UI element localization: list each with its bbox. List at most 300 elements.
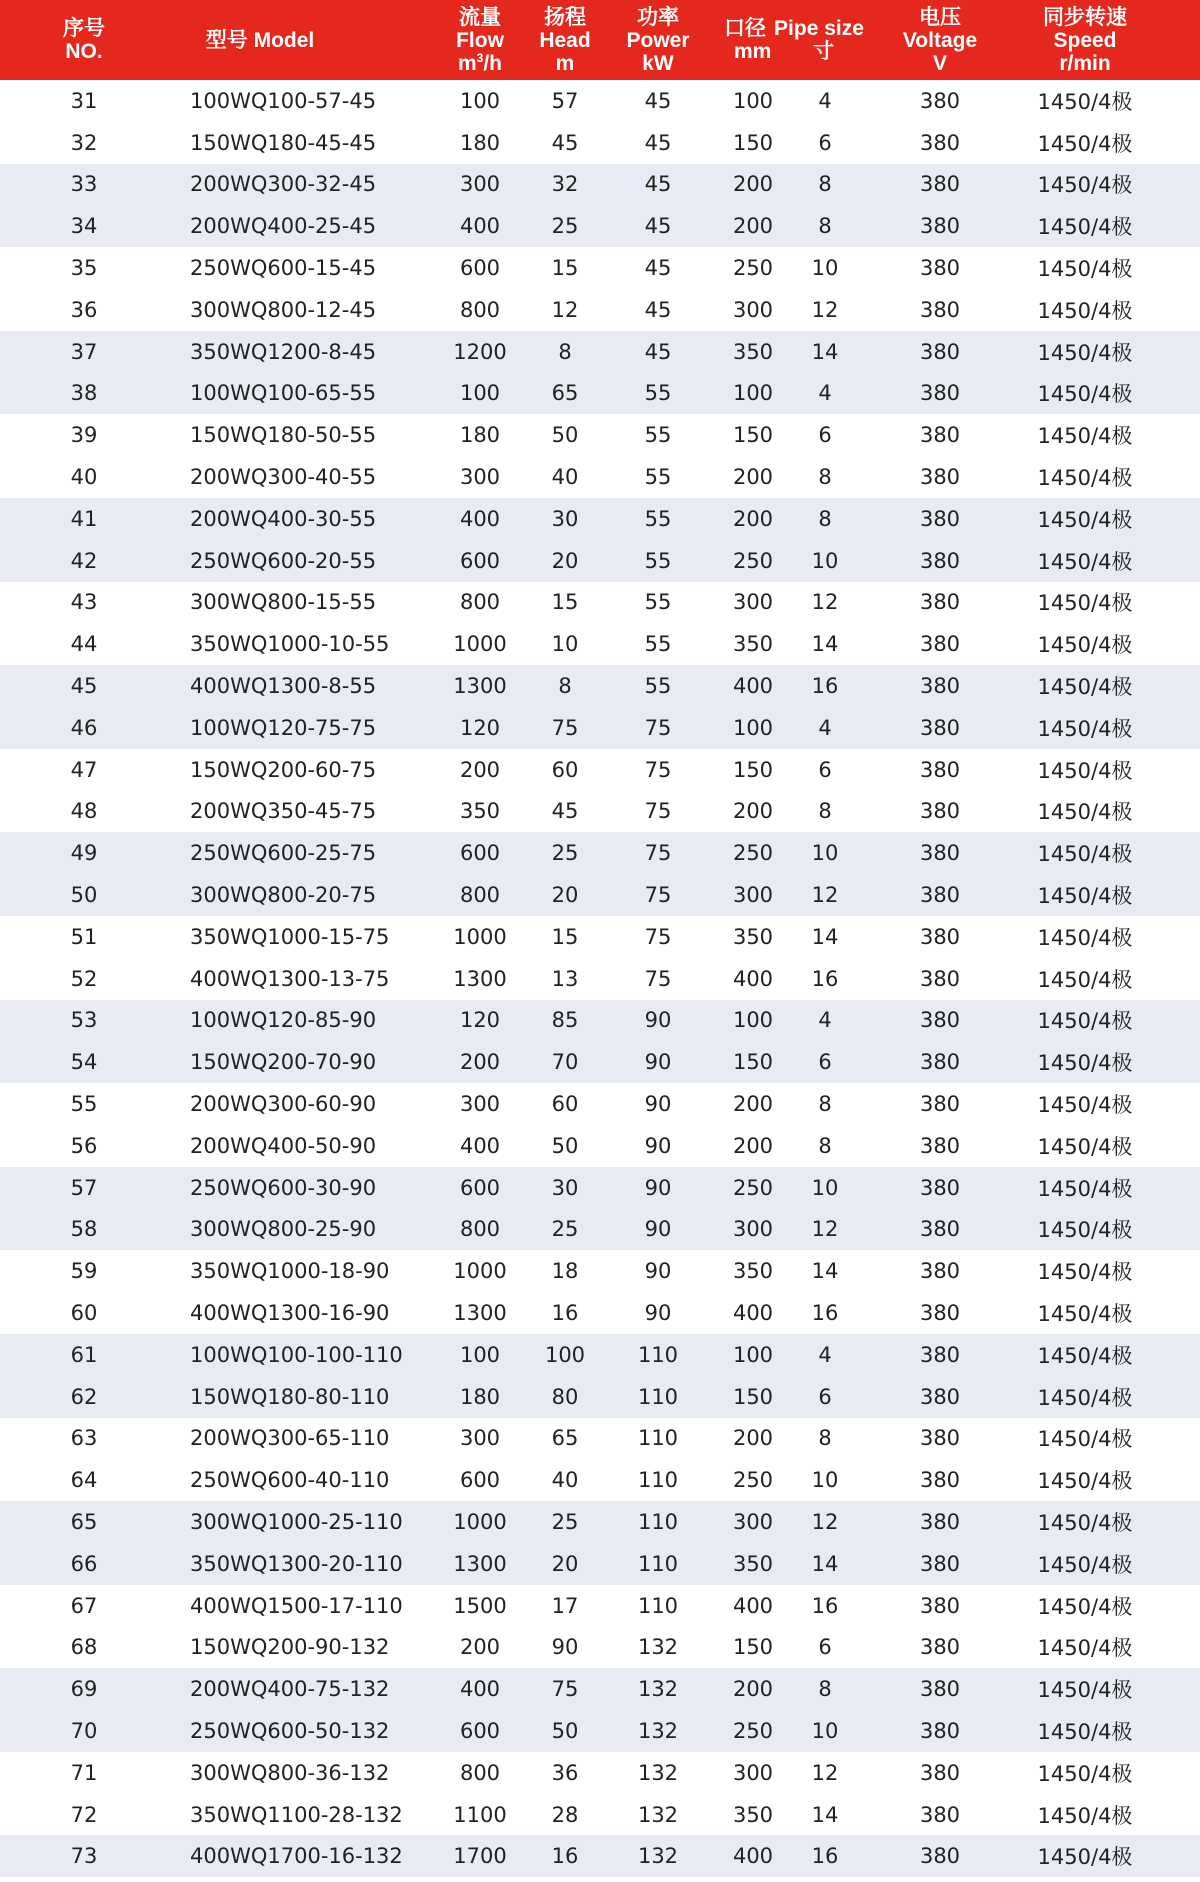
cell-pipe-mm: 200 (732, 1092, 774, 1117)
cell-flow: 180 (459, 423, 501, 448)
cell-head: 17 (551, 1593, 579, 1618)
cell-model: 200WQ400-50-90 (190, 1133, 377, 1158)
cell-voltage: 380 (919, 1301, 961, 1325)
table-row (0, 832, 1200, 874)
cell-power: 90 (644, 1050, 672, 1075)
cell-model: 100WQ120-85-90 (190, 1008, 377, 1033)
cell-head: 100 (544, 1342, 586, 1367)
cell-pipe-inch: 8 (818, 1426, 832, 1451)
table-row (0, 1626, 1200, 1668)
cell-pipe-mm: 300 (732, 297, 774, 322)
header-head (515, 0, 615, 80)
cell-flow: 600 (459, 841, 501, 866)
header-pipe-mm: mm (734, 40, 772, 63)
cell-model: 300WQ800-25-90 (190, 1217, 377, 1242)
cell-voltage: 380 (919, 1593, 961, 1618)
cell-power: 75 (644, 757, 672, 782)
cell-model: 100WQ100-100-110 (190, 1342, 403, 1367)
cell-no: 38 (70, 381, 98, 406)
cell-flow: 600 (459, 1468, 501, 1493)
cell-speed: 1450/4极 (1037, 1803, 1133, 1828)
cell-model: 150WQ180-80-110 (190, 1384, 390, 1409)
cell-voltage: 380 (919, 1468, 961, 1493)
cell-pipe-inch: 8 (818, 1092, 832, 1117)
cell-voltage: 380 (919, 1844, 961, 1869)
cell-model: 250WQ600-20-55 (190, 548, 377, 573)
cell-head: 50 (551, 423, 579, 448)
cell-flow: 350 (459, 799, 501, 824)
cell-pipe-inch: 4 (818, 1008, 832, 1033)
cell-pipe-mm: 350 (732, 339, 774, 364)
cell-pipe-mm: 150 (732, 1050, 774, 1075)
cell-speed: 1450/4极 (1037, 257, 1133, 282)
header-pipe-cn: 口径 (724, 17, 767, 40)
cell-no: 59 (70, 1259, 98, 1284)
table-row (0, 1459, 1200, 1501)
cell-no: 44 (70, 632, 98, 657)
cell-speed: 1450/4极 (1037, 1302, 1133, 1326)
cell-model: 400WQ1300-16-90 (190, 1301, 390, 1325)
cell-head: 8 (558, 339, 572, 364)
header-head-en: Head (539, 28, 591, 52)
cell-speed: 1450/4极 (1037, 131, 1133, 156)
cell-head: 16 (551, 1301, 579, 1325)
cell-speed: 1450/4极 (1037, 1636, 1133, 1661)
cell-no: 65 (70, 1509, 98, 1534)
cell-voltage: 380 (919, 1092, 961, 1117)
cell-speed: 1450/4极 (1037, 549, 1133, 574)
cell-head: 80 (551, 1384, 579, 1409)
cell-speed: 1450/4极 (1037, 884, 1133, 909)
cell-power: 45 (644, 256, 672, 281)
cell-power: 75 (644, 924, 672, 949)
cell-pipe-inch: 12 (811, 883, 839, 908)
cell-voltage: 380 (919, 1050, 961, 1075)
cell-head: 15 (551, 256, 579, 281)
cell-flow: 300 (459, 172, 501, 197)
cell-pipe-inch: 8 (818, 1677, 832, 1702)
table-row (0, 791, 1200, 833)
cell-pipe-mm: 200 (732, 465, 774, 490)
cell-flow: 1000 (453, 924, 507, 949)
cell-pipe-mm: 400 (732, 1593, 774, 1618)
cell-pipe-mm: 150 (732, 757, 774, 782)
table-row (0, 916, 1200, 958)
cell-head: 30 (551, 1175, 579, 1200)
header-flow-unit: $m^3/h$ (457, 50, 503, 75)
cell-voltage: 380 (919, 590, 961, 615)
cell-pipe-inch: 16 (811, 1593, 839, 1618)
cell-no: 66 (70, 1551, 98, 1576)
cell-head: 12 (551, 297, 579, 322)
table-row (0, 1501, 1200, 1543)
cell-speed: 1450/4极 (1037, 1427, 1133, 1452)
header-power-cn: 功率 (637, 5, 679, 29)
cell-voltage: 380 (919, 757, 961, 782)
header-voltage-unit: V (932, 51, 947, 75)
cell-head: 40 (551, 465, 579, 490)
cell-model: 350WQ1000-15-75 (190, 924, 390, 949)
cell-power: 45 (644, 88, 672, 113)
cell-flow: 200 (459, 1050, 501, 1075)
cell-speed: 1450/4极 (1037, 1594, 1133, 1619)
cell-power: 55 (644, 632, 672, 657)
cell-pipe-mm: 300 (732, 1217, 774, 1242)
cell-power: 45 (644, 339, 672, 364)
cell-pipe-mm: 250 (732, 841, 774, 866)
table-row (0, 1000, 1200, 1042)
cell-power: 55 (644, 548, 672, 573)
cell-no: 34 (70, 214, 98, 239)
cell-flow: 1000 (453, 1259, 507, 1284)
cell-flow: 200 (459, 1635, 501, 1660)
cell-power: 132 (637, 1802, 679, 1827)
cell-speed: 1450/4极 (1037, 1009, 1133, 1034)
cell-model: 350WQ1000-10-55 (190, 632, 390, 657)
cell-pipe-inch: 10 (811, 1468, 839, 1493)
cell-model: 400WQ1500-17-110 (190, 1593, 403, 1618)
table-row (0, 707, 1200, 749)
cell-flow: 600 (459, 1718, 501, 1743)
cell-power: 110 (637, 1551, 679, 1576)
table-row (0, 122, 1200, 164)
header-pipe-inch: 寸 (813, 40, 834, 63)
cell-pipe-inch: 12 (811, 297, 839, 322)
cell-power: 55 (644, 381, 672, 406)
cell-no: 62 (70, 1384, 98, 1409)
cell-voltage: 380 (919, 88, 961, 113)
cell-voltage: 380 (919, 1551, 961, 1576)
cell-no: 33 (70, 172, 98, 197)
cell-voltage: 380 (919, 1217, 961, 1242)
cell-voltage: 380 (919, 1384, 961, 1409)
cell-speed: 1450/4极 (1037, 633, 1133, 658)
cell-pipe-inch: 14 (811, 1259, 839, 1284)
cell-voltage: 380 (919, 256, 961, 281)
cell-speed: 1450/4极 (1037, 1845, 1133, 1870)
cell-voltage: 380 (919, 172, 961, 197)
cell-pipe-inch: 8 (818, 799, 832, 824)
cell-power: 55 (644, 465, 672, 490)
cell-flow: 800 (459, 297, 501, 322)
cell-power: 110 (637, 1426, 679, 1451)
cell-model: 200WQ300-65-110 (190, 1426, 390, 1451)
cell-head: 13 (551, 966, 579, 991)
cell-pipe-mm: 200 (732, 172, 774, 197)
cell-speed: 1450/4极 (1037, 967, 1133, 992)
cell-no: 42 (70, 548, 98, 573)
cell-speed: 1450/4极 (1037, 298, 1133, 323)
table-row (0, 874, 1200, 916)
cell-head: 25 (551, 841, 579, 866)
cell-pipe-mm: 150 (732, 1635, 774, 1660)
cell-pipe-inch: 4 (818, 715, 832, 740)
cell-model: 200WQ300-40-55 (190, 465, 377, 490)
table-row (0, 1250, 1200, 1292)
cell-power: 90 (644, 1175, 672, 1200)
cell-voltage: 380 (919, 1133, 961, 1158)
cell-model: 150WQ180-45-45 (190, 130, 377, 155)
cell-pipe-inch: 6 (818, 130, 832, 155)
cell-pipe-inch: 12 (811, 1217, 839, 1242)
cell-head: 16 (551, 1844, 579, 1869)
cell-head: 20 (551, 548, 579, 573)
table-row (0, 1585, 1200, 1627)
cell-head: 18 (551, 1259, 579, 1284)
cell-no: 41 (70, 506, 98, 531)
cell-pipe-mm: 350 (732, 1551, 774, 1576)
cell-power: 132 (637, 1718, 679, 1743)
header-pipe-size (724, 0, 864, 80)
cell-no: 51 (70, 924, 98, 949)
cell-no: 53 (70, 1008, 98, 1033)
cell-pipe-inch: 10 (811, 256, 839, 281)
cell-pipe-inch: 14 (811, 1551, 839, 1576)
cell-no: 73 (70, 1844, 98, 1869)
cell-power: 110 (637, 1384, 679, 1409)
header-power-en: Power (626, 28, 690, 52)
cell-model: 200WQ350-45-75 (190, 799, 377, 824)
cell-head: 36 (551, 1760, 579, 1785)
cell-pipe-inch: 16 (811, 966, 839, 991)
header-no-en: NO. (65, 40, 103, 63)
cell-no: 64 (70, 1468, 98, 1493)
cell-flow: 180 (459, 1384, 501, 1409)
cell-model: 350WQ1100-28-132 (190, 1802, 403, 1827)
cell-head: 65 (551, 381, 579, 406)
cell-model: 400WQ1300-13-75 (190, 966, 390, 991)
table-row (0, 958, 1200, 1000)
header-voltage-cn: 电压 (919, 5, 961, 29)
cell-voltage: 380 (919, 130, 961, 155)
cell-voltage: 380 (919, 841, 961, 866)
cell-flow: 1000 (453, 632, 507, 657)
cell-power: 55 (644, 674, 672, 699)
cell-head: 20 (551, 883, 579, 908)
table-row (0, 1710, 1200, 1752)
cell-pipe-mm: 200 (732, 506, 774, 531)
cell-speed: 1450/4极 (1037, 591, 1133, 616)
table-row (0, 331, 1200, 373)
cell-pipe-mm: 150 (732, 130, 774, 155)
table-row (0, 582, 1200, 624)
cell-head: 45 (551, 130, 579, 155)
cell-flow: 100 (459, 88, 501, 113)
cell-speed: 1450/4极 (1037, 382, 1133, 407)
cell-pipe-mm: 350 (732, 924, 774, 949)
cell-power: 55 (644, 590, 672, 615)
cell-pipe-inch: 14 (811, 339, 839, 364)
cell-no: 43 (70, 590, 98, 615)
table-row (0, 1209, 1200, 1251)
cell-head: 28 (551, 1802, 579, 1827)
header-voltage-en: Voltage (902, 28, 978, 52)
cell-speed: 1450/4极 (1037, 842, 1133, 867)
cell-voltage: 380 (919, 339, 961, 364)
cell-power: 132 (637, 1844, 679, 1869)
cell-no: 54 (70, 1050, 98, 1075)
cell-flow: 120 (459, 1008, 501, 1033)
cell-voltage: 380 (919, 1802, 961, 1827)
cell-pipe-inch: 14 (811, 924, 839, 949)
cell-power: 75 (644, 966, 672, 991)
cell-power: 110 (637, 1468, 679, 1493)
cell-power: 110 (637, 1509, 679, 1534)
table-row (0, 1125, 1200, 1167)
cell-head: 90 (551, 1635, 579, 1660)
cell-pipe-mm: 250 (732, 548, 774, 573)
cell-model: 350WQ1200-8-45 (190, 339, 377, 364)
cell-voltage: 380 (919, 883, 961, 908)
cell-model: 300WQ800-20-75 (190, 883, 377, 908)
cell-pipe-inch: 6 (818, 757, 832, 782)
cell-speed: 1450/4极 (1037, 800, 1133, 825)
cell-model: 250WQ600-50-132 (190, 1718, 390, 1743)
cell-flow: 800 (459, 883, 501, 908)
cell-flow: 400 (459, 506, 501, 531)
cell-voltage: 380 (919, 506, 961, 531)
cell-no: 55 (70, 1092, 98, 1117)
cell-model: 100WQ100-65-55 (190, 381, 377, 406)
cell-model: 150WQ200-90-132 (190, 1635, 390, 1660)
cell-flow: 120 (459, 715, 501, 740)
cell-voltage: 380 (919, 1342, 961, 1367)
cell-pipe-inch: 10 (811, 1718, 839, 1743)
cell-pipe-mm: 100 (732, 1342, 774, 1367)
cell-voltage: 380 (919, 1718, 961, 1743)
cell-model: 200WQ300-32-45 (190, 172, 377, 197)
table-row (0, 289, 1200, 331)
header-speed (1015, 0, 1155, 80)
cell-pipe-inch: 14 (811, 1802, 839, 1827)
cell-no: 52 (70, 966, 98, 991)
cell-no: 35 (70, 256, 98, 281)
cell-head: 50 (551, 1718, 579, 1743)
cell-voltage: 380 (919, 423, 961, 448)
cell-head: 32 (551, 172, 579, 197)
cell-pipe-mm: 150 (732, 423, 774, 448)
cell-flow: 1300 (453, 1301, 507, 1325)
cell-model: 300WQ1000-25-110 (190, 1509, 403, 1534)
cell-speed: 1450/4极 (1037, 1510, 1133, 1535)
header-voltage (880, 0, 1000, 80)
table-row (0, 205, 1200, 247)
cell-pipe-inch: 4 (818, 381, 832, 406)
table-row (0, 1668, 1200, 1710)
cell-head: 60 (551, 1092, 579, 1117)
table-row (0, 1334, 1200, 1376)
table-row (0, 1376, 1200, 1418)
cell-head: 85 (551, 1008, 579, 1033)
table-row (0, 80, 1200, 122)
cell-model: 150WQ200-70-90 (190, 1050, 377, 1075)
cell-power: 132 (637, 1760, 679, 1785)
cell-flow: 1000 (453, 1509, 507, 1534)
cell-model: 200WQ300-60-90 (190, 1092, 377, 1117)
cell-pipe-inch: 6 (818, 1635, 832, 1660)
cell-head: 8 (558, 674, 572, 699)
cell-pipe-mm: 250 (732, 256, 774, 281)
cell-flow: 300 (459, 1426, 501, 1451)
cell-flow: 1200 (453, 339, 507, 364)
cell-pipe-mm: 100 (732, 1008, 774, 1033)
cell-speed: 1450/4极 (1037, 1552, 1133, 1577)
cell-pipe-mm: 400 (732, 674, 774, 699)
cell-flow: 800 (459, 1217, 501, 1242)
cell-no: 45 (70, 674, 98, 699)
cell-power: 132 (637, 1677, 679, 1702)
cell-power: 45 (644, 214, 672, 239)
cell-head: 57 (551, 88, 579, 113)
cell-speed: 1450/4极 (1037, 507, 1133, 532)
cell-pipe-mm: 100 (732, 381, 774, 406)
cell-model: 100WQ100-57-45 (190, 88, 377, 113)
cell-voltage: 380 (919, 1426, 961, 1451)
cell-no: 50 (70, 883, 98, 908)
cell-head: 25 (551, 1217, 579, 1242)
cell-speed: 1450/4极 (1037, 1218, 1133, 1243)
cell-no: 69 (70, 1677, 98, 1702)
cell-speed: 1450/4极 (1037, 1260, 1133, 1285)
cell-power: 90 (644, 1092, 672, 1117)
table-row (0, 1794, 1200, 1836)
cell-voltage: 380 (919, 924, 961, 949)
cell-voltage: 380 (919, 214, 961, 239)
table-row (0, 414, 1200, 456)
cell-speed: 1450/4极 (1037, 1678, 1133, 1703)
cell-no: 61 (70, 1342, 98, 1367)
table-row (0, 1167, 1200, 1209)
cell-speed: 1450/4极 (1037, 1093, 1133, 1118)
cell-pipe-mm: 150 (732, 1384, 774, 1409)
cell-speed: 1450/4极 (1037, 1343, 1133, 1368)
cell-model: 250WQ600-30-90 (190, 1175, 377, 1200)
cell-pipe-mm: 400 (732, 1844, 774, 1869)
cell-head: 60 (551, 757, 579, 782)
cell-no: 37 (70, 339, 98, 364)
cell-pipe-mm: 300 (732, 1760, 774, 1785)
header-model-label: 型号 Model (205, 28, 315, 52)
cell-head: 20 (551, 1551, 579, 1576)
cell-speed: 1450/4极 (1037, 1051, 1133, 1076)
cell-pipe-inch: 8 (818, 1133, 832, 1158)
cell-model: 250WQ600-40-110 (190, 1468, 390, 1493)
cell-pipe-mm: 100 (732, 715, 774, 740)
cell-speed: 1450/4极 (1037, 173, 1133, 198)
header-model (170, 0, 350, 80)
cell-flow: 600 (459, 256, 501, 281)
cell-pipe-mm: 200 (732, 1133, 774, 1158)
cell-flow: 800 (459, 1760, 501, 1785)
cell-head: 75 (551, 1677, 579, 1702)
header-speed-unit: r/min (1059, 51, 1111, 75)
cell-flow: 1300 (453, 966, 507, 991)
cell-no: 56 (70, 1133, 98, 1158)
cell-power: 110 (637, 1342, 679, 1367)
cell-speed: 1450/4极 (1037, 340, 1133, 365)
cell-flow: 400 (459, 1677, 501, 1702)
table-row (0, 164, 1200, 206)
cell-pipe-inch: 8 (818, 506, 832, 531)
cell-pipe-mm: 200 (732, 1426, 774, 1451)
cell-voltage: 380 (919, 715, 961, 740)
cell-no: 39 (70, 423, 98, 448)
cell-pipe-mm: 200 (732, 214, 774, 239)
cell-pipe-mm: 350 (732, 1259, 774, 1284)
header-power-unit: kW (642, 51, 674, 75)
table-row (0, 1292, 1200, 1334)
cell-power: 75 (644, 799, 672, 824)
